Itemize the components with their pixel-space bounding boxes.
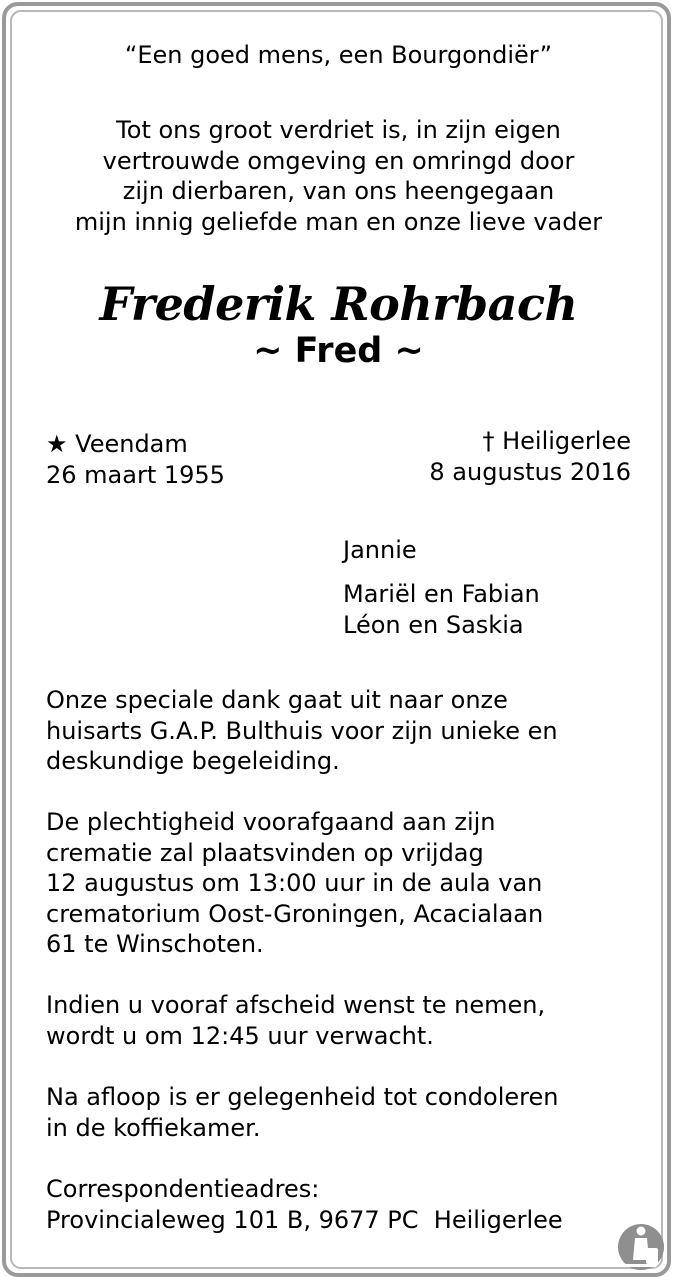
paragraph-line: Na afloop is er gelegenheid tot condoleren	[46, 1083, 559, 1111]
family-children	[343, 579, 540, 640]
ceremony-paragraph	[46, 807, 646, 960]
condolence-paragraph	[46, 1082, 646, 1143]
paragraph-line: 12 augustus om 13:00 uur in de aula van	[46, 869, 543, 897]
deceased-nickname: ~ Fred ~	[253, 331, 424, 371]
birth-date: 26 maart 1955	[46, 460, 225, 489]
birth-info	[46, 429, 225, 490]
correspondence-label: Correspondentieadres:	[46, 1175, 320, 1203]
memorial-figure-icon	[616, 1220, 666, 1272]
birth-place: ★ Veendam	[46, 430, 188, 458]
paragraph-line: Indien u vooraf afscheid wenst te nemen,	[46, 991, 546, 1019]
farewell-paragraph	[46, 990, 646, 1051]
family-child: Léon en Saskia	[343, 610, 524, 639]
death-info	[429, 426, 631, 487]
family-spouse: Jannie	[343, 536, 417, 564]
paragraph-line: De plechtigheid voorafgaand aan zijn	[46, 808, 496, 836]
death-date: 8 augustus 2016	[429, 457, 631, 486]
paragraph-line: wordt u om 12:45 uur verwacht.	[46, 1021, 434, 1050]
thanks-paragraph	[46, 685, 646, 777]
deceased-name: Frederik Rohrbach	[99, 277, 578, 331]
death-place: † Heiligerlee	[482, 427, 631, 455]
intro-line: zijn dierbaren, van ons heengegaan	[122, 177, 555, 205]
intro-text	[0, 115, 677, 237]
paragraph-line: crematorium Oost-Groningen, Acacialaan	[46, 899, 544, 928]
motto: “Een goed mens, een Bourgondiër”	[124, 41, 553, 69]
intro-line: vertrouwde omgeving en omringd door	[102, 146, 575, 175]
paragraph-line: crematie zal plaatsvinden op vrijdag	[46, 838, 484, 867]
intro-line: Tot ons groot verdriet is, in zijn eigen	[116, 116, 561, 144]
paragraph-line: in de koffiekamer.	[46, 1113, 261, 1142]
intro-line: mijn innig geliefde man en onze lieve vader	[74, 207, 603, 236]
correspondence-address: Provincialeweg 101 B, 9677 PC Heiligerlee	[46, 1205, 563, 1234]
family-child: Mariël en Fabian	[343, 580, 540, 608]
paragraph-line: Onze speciale dank gaat uit naar onze	[46, 686, 508, 714]
paragraph-line: 61 te Winschoten.	[46, 930, 264, 958]
paragraph-line: huisarts G.A.P. Bulthuis voor zijn unieke en	[46, 716, 558, 745]
correspondence-block	[46, 1174, 646, 1235]
paragraph-line: deskundige begeleiding.	[46, 747, 340, 775]
